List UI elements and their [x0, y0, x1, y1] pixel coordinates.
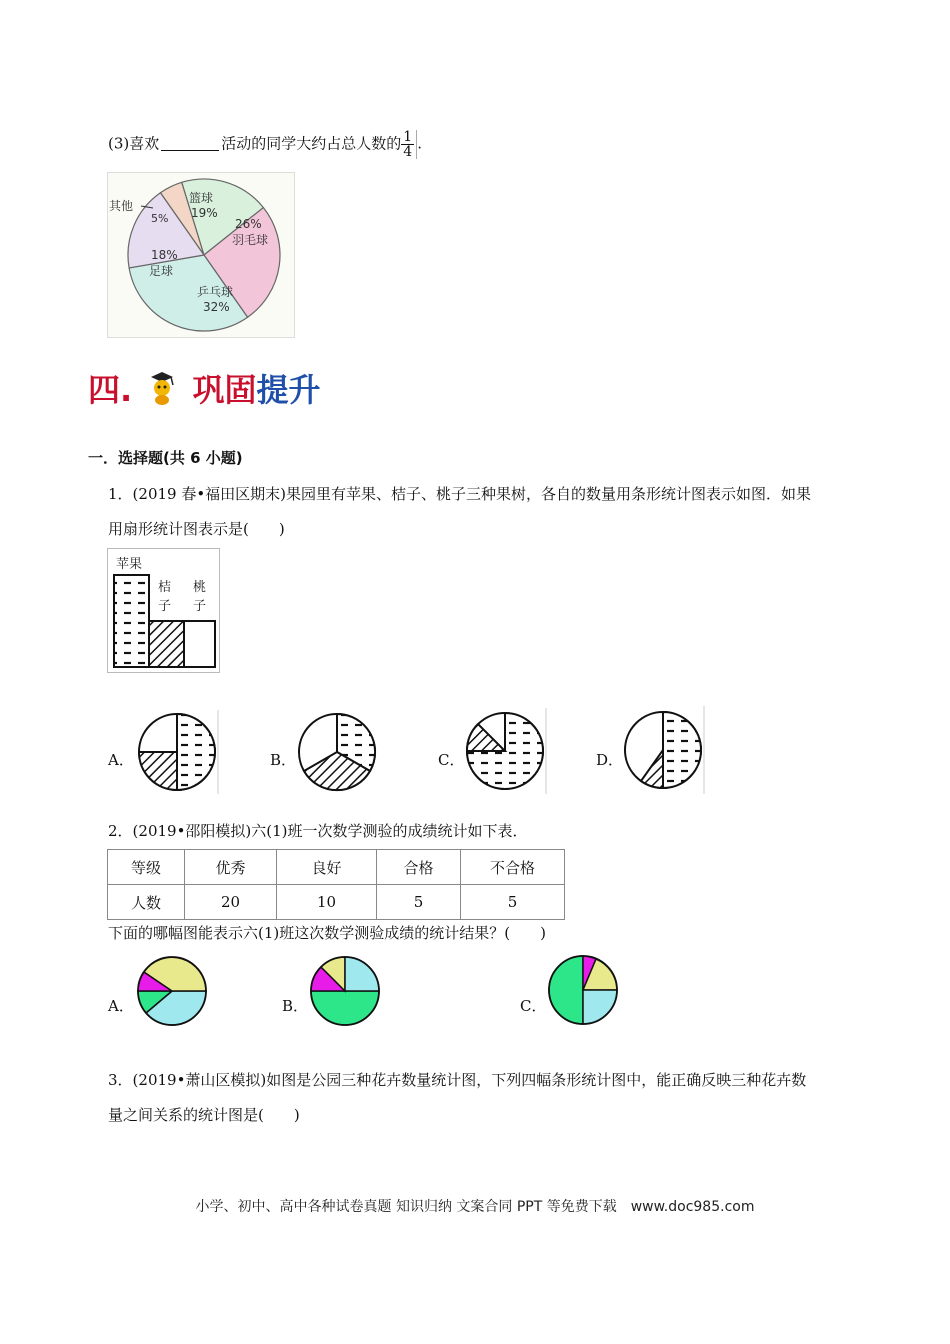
- activity-pie-chart: [107, 172, 295, 338]
- bar-apple: [114, 575, 149, 667]
- q1-option-b-pie[interactable]: [296, 710, 380, 794]
- q1-option-c-pie[interactable]: [464, 708, 548, 794]
- grade-table: [107, 849, 565, 920]
- table-cell: 5: [377, 885, 461, 920]
- bar-orange: [149, 621, 184, 667]
- fill-prefix: (3)喜欢: [108, 134, 160, 153]
- pie-label-pingpong: 乒乓球: [197, 285, 234, 299]
- q1-option-d-label[interactable]: D．: [596, 751, 624, 769]
- pie-pct-other: 5%: [151, 212, 169, 225]
- q3-line2: 量之间关系的统计图是( ): [108, 1106, 300, 1124]
- section-heading: [88, 365, 320, 413]
- fraction-numerator: 1: [403, 129, 413, 145]
- pie-pct-football: 18%: [151, 248, 178, 262]
- table-header-cell: 良好: [277, 850, 377, 885]
- table-cell: 人数: [108, 885, 185, 920]
- section-number: 四.: [88, 371, 133, 409]
- q2-option-a-pie[interactable]: [136, 955, 208, 1027]
- q1-line2: 用扇形统计图表示是( ): [108, 520, 285, 538]
- q2-option-c-label[interactable]: C．: [520, 997, 547, 1015]
- bar-label-orange-1: 桔: [158, 580, 172, 595]
- q2-line2: 下面的哪幅图能表示六(1)班这次数学测验成绩的统计结果？( ): [108, 924, 546, 942]
- fraction-denominator: 4: [403, 144, 413, 160]
- q1-line1: 1．(2019 春•福田区期末)果园里有苹果、桔子、桃子三种果树，各自的数量用条形统计图表示如图．如果: [108, 485, 812, 503]
- pie-label-basketball: 篮球: [189, 191, 214, 205]
- table-header-cell: 不合格: [461, 850, 565, 885]
- fill-end: .: [417, 134, 422, 153]
- mascot-icon: [147, 371, 177, 413]
- q2-option-c-pie[interactable]: [546, 953, 620, 1027]
- bar-label-peach-2: 子: [193, 599, 207, 614]
- q1-option-b-label[interactable]: B．: [270, 751, 297, 769]
- q2-option-a-label[interactable]: A．: [108, 997, 134, 1015]
- pie-pct-basketball: 19%: [191, 206, 218, 220]
- bar-peach: [184, 621, 215, 667]
- q1-option-a-pie[interactable]: [136, 710, 220, 794]
- q1-option-c-label[interactable]: C．: [438, 751, 465, 769]
- q3-line1: 3．(2019•萧山区模拟)如图是公园三种花卉数量统计图，下列四幅条形统计图中，能正确反映三种花卉数: [108, 1071, 807, 1089]
- grade-table-header-row: [108, 850, 565, 885]
- table-cell: 5: [461, 885, 565, 920]
- table-cell: 10: [277, 885, 377, 920]
- table-header-cell: 优秀: [185, 850, 277, 885]
- q1-option-d-pie[interactable]: [622, 706, 706, 794]
- fill-suffix: 活动的同学大约占总人数的: [221, 134, 402, 153]
- pie-pct-pingpong: 32%: [203, 300, 230, 314]
- fill-in-question: [108, 130, 422, 159]
- pie-label-other: 其他: [109, 199, 134, 213]
- q2-option-b-label[interactable]: B．: [282, 997, 309, 1015]
- q2-line1: 2．(2019•邵阳模拟)六(1)班一次数学测验的成绩统计如下表．: [108, 822, 528, 840]
- section-title-part1: 巩固: [192, 371, 257, 409]
- bar-label-orange-2: 子: [158, 599, 172, 614]
- table-cell: 20: [185, 885, 277, 920]
- choice-section-title: 一．选择题(共 6 小题): [88, 449, 243, 467]
- fraction: [401, 130, 417, 159]
- table-header-cell: 等级: [108, 850, 185, 885]
- section-title-part2: 提升: [256, 371, 321, 409]
- q2-option-b-pie[interactable]: [309, 955, 381, 1027]
- q1-option-a-label[interactable]: A．: [108, 751, 134, 769]
- bar-label-apple: 苹果: [116, 557, 143, 572]
- pie-label-football: 足球: [149, 264, 174, 278]
- answer-blank[interactable]: [161, 150, 219, 151]
- pie-label-badminton: 羽毛球: [232, 233, 269, 247]
- table-header-cell: 合格: [377, 850, 461, 885]
- page-footer: 小学、初中、高中各种试卷真题 知识归纳 文案合同 PPT 等免费下载 www.doc985.com: [195, 1199, 755, 1215]
- bar-label-peach-1: 桃: [193, 580, 207, 595]
- grade-table-row: [108, 885, 565, 920]
- pie-pct-badminton: 26%: [235, 217, 262, 231]
- fruit-bar-chart: [107, 548, 221, 673]
